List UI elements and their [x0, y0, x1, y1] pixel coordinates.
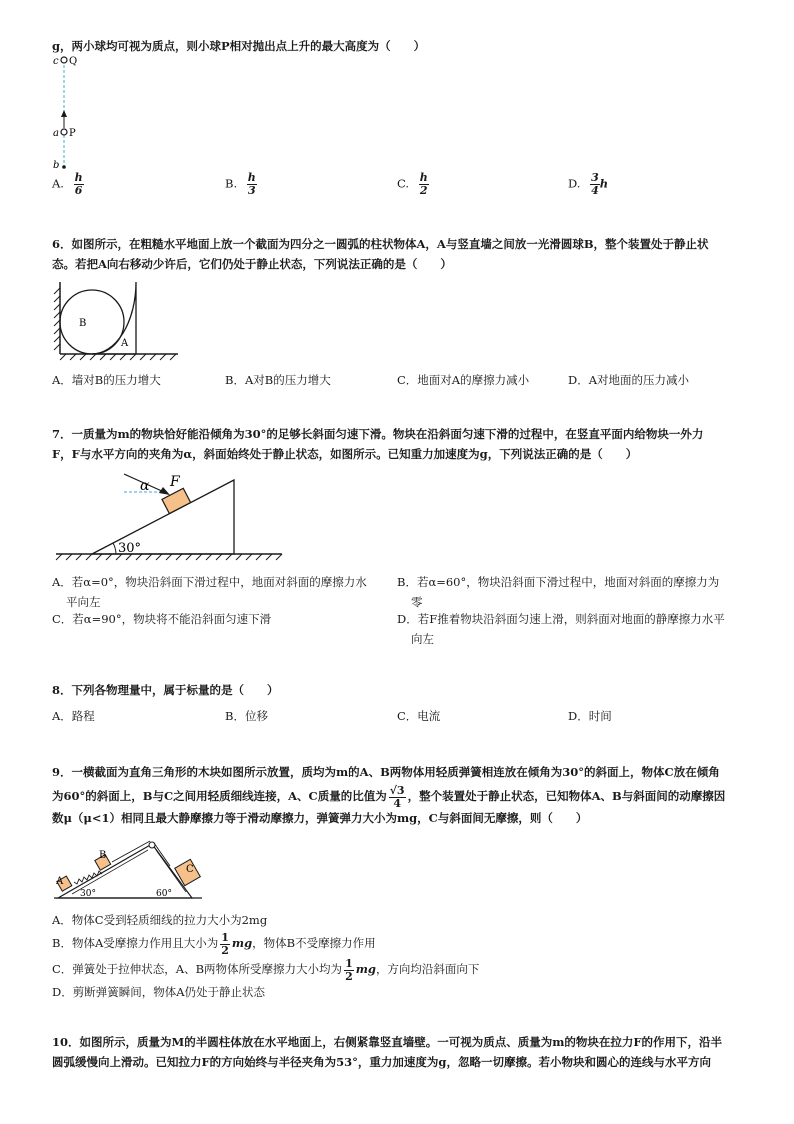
q9-option-b-text-b: ，物体B不受摩擦力作用 — [252, 936, 376, 950]
q6-option-b[interactable]: B．A对B的压力增大 — [225, 373, 331, 387]
q7-option-b[interactable] — [397, 574, 719, 610]
q9-option-c-text-b: ，方向均沿斜面向下 — [375, 962, 480, 976]
q10-stem-line1: 10．如图所示，质量为M的半圆柱体放在水平地面上，右侧紧靠竖直墙壁。一可视为质点、质量为m的物块在拉力F的作用下，沿半 — [52, 1035, 723, 1049]
q5-arrow-head — [61, 110, 67, 117]
q6-option-a[interactable]: A．墙对B的压力增大 — [52, 373, 161, 387]
q9-stem-line2-a: 为60°的斜面上，B与C之间用轻质细线连接，A、C质量的比值为 — [52, 789, 387, 803]
q6-label-b: B — [79, 318, 87, 329]
q7-force-arrowhead — [159, 487, 170, 495]
q9-label-30: 30° — [80, 889, 96, 899]
q9-option-a[interactable]: A．物体C受到轻质细线的拉力大小为2mg — [52, 913, 268, 927]
q6-block-a — [92, 282, 136, 354]
q9-stem-line3: 数μ（μ<1）相同且最大静摩擦力等于滑动摩擦力，弹簧弹力大小为mg，C与斜面间无摩擦，则（ ） — [52, 811, 588, 825]
q5-stem-tail: g，两小球均可视为质点，则小球P相对抛出点上升的最大高度为（ ） — [52, 39, 426, 53]
q8-option-d[interactable]: D．时间 — [568, 709, 612, 723]
q7-label-f: F — [170, 474, 180, 490]
q8-option-a[interactable]: A．路程 — [52, 709, 95, 723]
q5-option-d-suffix: h — [599, 176, 609, 191]
q7-option-d-line2: 向左 — [411, 632, 434, 646]
q9-option-c-fraction: $\frac{1}{2}$ — [345, 956, 353, 983]
q7-ground-hatch — [56, 554, 282, 560]
q5-point-b — [62, 165, 66, 169]
q8-option-b[interactable]: B．位移 — [225, 709, 268, 723]
q9-option-b-fraction: $\frac{1}{2}$ — [221, 930, 229, 957]
q5-option-c[interactable] — [397, 172, 429, 197]
q6-option-d[interactable]: D．A对地面的压力减小 — [568, 373, 690, 387]
q9-label-a: A — [56, 876, 64, 887]
q6-ground-hatch — [60, 354, 176, 360]
q5-ball-p — [61, 129, 67, 135]
q7-angle-arc — [113, 543, 116, 554]
q9-option-c-mg: mg — [355, 962, 376, 976]
q7-option-a-line1: A．若α=0°，物块沿斜面下滑过程中，地面对斜面的摩擦力水 — [52, 575, 367, 589]
q5-option-d-fraction: $\frac{3}{4}$ — [591, 171, 599, 197]
q7-stem-line1: 7．一质量为m的物块恰好能沿倾角为30°的足够长斜面匀速下滑。物块在沿斜面匀速下滑的过程中，在竖直平面内给物块一外力 — [52, 427, 704, 441]
q9-option-b-text-a: B．物体A受摩擦力作用且大小为 — [52, 936, 219, 950]
q5-option-b-letter: B. — [225, 176, 238, 191]
q8-option-c[interactable]: C．电流 — [397, 709, 441, 723]
q5-label-b: b — [53, 160, 60, 171]
q5-option-d[interactable] — [568, 172, 608, 197]
q9-option-d[interactable]: D．剪断弹簧瞬间，物体A仍处于静止状态 — [52, 985, 266, 999]
q9-stem-line1: 9．一横截面为直角三角形的木块如图所示放置，质均为m的A、B两物体用轻质弹簧相连放在倾角为30°的斜面上，物体C放在倾角 — [52, 765, 720, 779]
q6-wall-hatch — [54, 288, 60, 350]
q9-pulley — [149, 842, 155, 848]
q5-label-a: a — [53, 128, 59, 139]
q9-option-c[interactable] — [52, 956, 479, 983]
q9-stem-line2-b: ，整个装置处于静止状态，已知物体A、B与斜面间的动摩擦因 — [407, 789, 726, 803]
q5-option-d-letter: D. — [568, 176, 581, 191]
q9-label-b: B — [99, 850, 107, 861]
q5-figure — [50, 52, 90, 174]
q5-label-c: c — [53, 56, 59, 67]
q7-stem-line2: F，F与水平方向的夹角为α，斜面始终处于静止状态，如图所示。已知重力加速度为g，下列说法正确的是（ ） — [52, 447, 638, 461]
q6-option-c[interactable]: C．地面对A的摩擦力减小 — [397, 373, 530, 387]
q7-option-b-line2: 零 — [411, 595, 423, 609]
q7-option-c[interactable]: C．若α=90°，物块将不能沿斜面匀速下滑 — [52, 612, 272, 626]
q9-stem-line2 — [52, 782, 725, 810]
q6-figure — [52, 280, 182, 364]
q8-stem: 8．下列各物理量中，属于标量的是（ ） — [52, 683, 279, 697]
q5-option-c-fraction: $\frac{h}{2}$ — [419, 171, 428, 197]
q9-option-b-mg: mg — [231, 936, 253, 950]
q7-option-a-line2: 平向左 — [66, 595, 101, 609]
q5-label-q: Q — [69, 56, 78, 67]
q9-figure — [52, 834, 222, 904]
q5-option-a[interactable] — [52, 172, 84, 197]
q9-option-c-text-a: C．弹簧处于拉伸状态，A、B两物体所受摩擦力大小均为 — [52, 962, 343, 976]
q7-option-a[interactable] — [52, 574, 367, 610]
q7-figure — [52, 470, 292, 566]
q10-stem-line2: 圆弧缓慢向上滑动。已知拉力F的方向始终与半径夹角为53°，重力加速度为g，忽略一切摩擦。若小物块和圆心的连线与水平方向 — [52, 1055, 711, 1069]
q6-stem-line1: 6．如图所示，在粗糙水平地面上放一个截面为四分之一圆弧的柱状物体A，A与竖直墙之间放一光滑圆球B，整个装置处于静止状 — [52, 237, 709, 251]
q7-option-d[interactable] — [397, 611, 725, 647]
q7-option-d-line1: D．若F推着物块沿斜面匀速上滑，则斜面对地面的静摩擦力水平 — [397, 612, 725, 626]
q9-label-c: C — [186, 864, 194, 875]
q5-ball-q — [61, 57, 67, 63]
q5-option-b[interactable] — [225, 172, 257, 197]
q7-label-alpha: α — [140, 478, 150, 494]
q5-label-p: P — [69, 128, 76, 139]
q9-spring — [74, 871, 102, 884]
q6-stem-line2: 态。若把A向右移动少许后，它们仍处于静止状态，下列说法正确的是（ ） — [52, 257, 452, 271]
q5-option-b-fraction: $\frac{h}{3}$ — [247, 171, 256, 197]
q9-option-b[interactable] — [52, 930, 376, 957]
q9-label-60: 60° — [156, 889, 172, 899]
q7-label-angle: 30° — [118, 541, 142, 556]
q9-wedge-inner-30 — [72, 850, 148, 894]
q5-option-c-letter: C. — [397, 176, 410, 191]
q9-ratio-fraction: $\frac{√3}{4}$ — [389, 783, 405, 810]
q7-option-b-line1: B．若α=60°，物块沿斜面下滑过程中，地面对斜面的摩擦力为 — [397, 575, 720, 589]
q5-option-a-fraction: $\frac{h}{6}$ — [74, 171, 83, 197]
q9-string-bc-right — [154, 843, 170, 866]
q9-string-bc-left — [112, 841, 150, 862]
q6-label-a: A — [121, 338, 129, 349]
q5-option-a-letter: A. — [52, 176, 64, 191]
